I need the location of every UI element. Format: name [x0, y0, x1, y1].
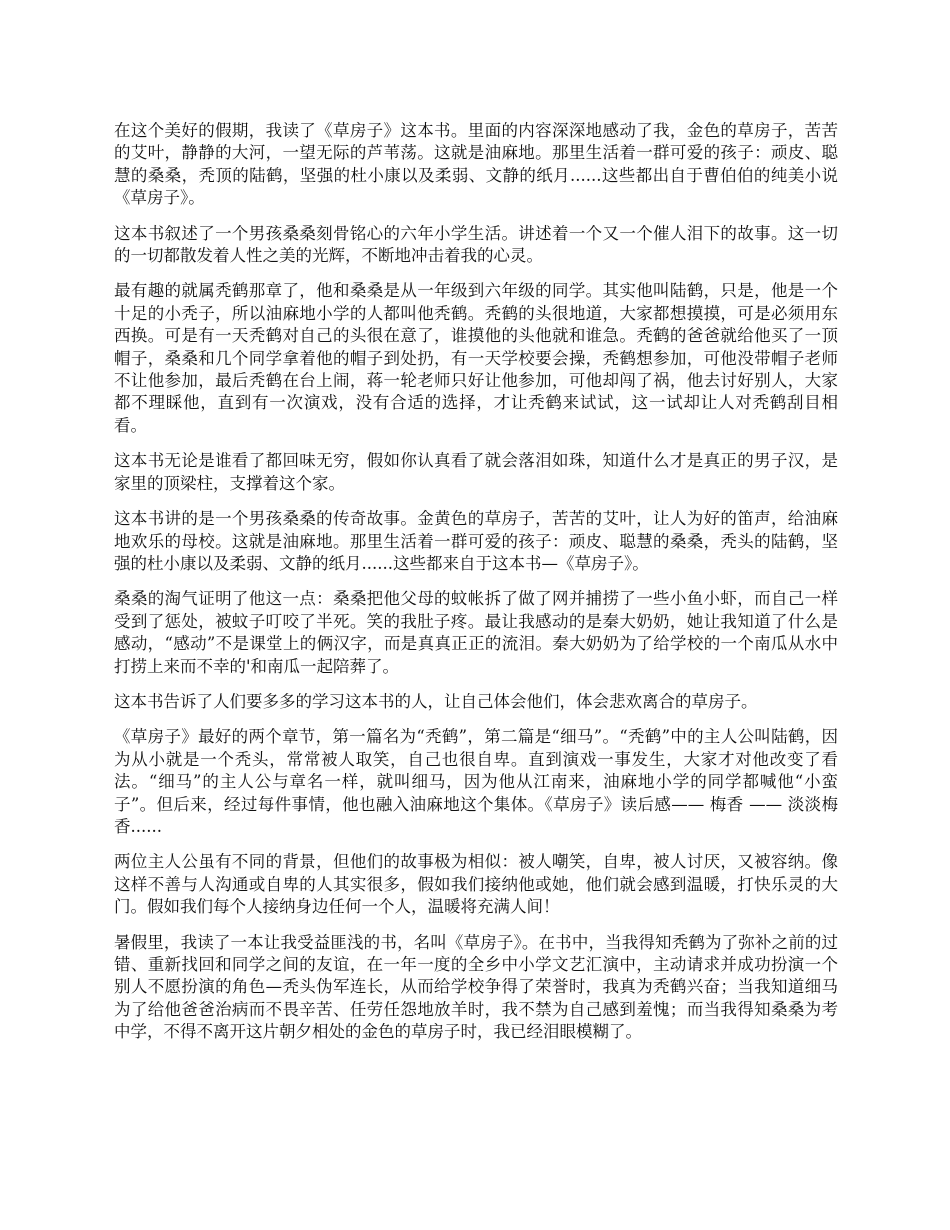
paragraph-1: 在这个美好的假期，我读了《草房子》这本书。里面的内容深深地感动了我，金色的草房子，苦苦的艾叶，静静的大河，一望无际的芦苇荡。这就是油麻地。那里生活着一群可爱的孩子：顽皮、聪慧的桑桑，秃顶的陆鹤，坚强的杜小康以及柔弱、文静的纸月......这些都出自于曹伯伯的纯美小说《草房子》。 — [114, 121, 838, 208]
paragraph-9: 两位主人公虽有不同的背景，但他们的故事极为相似：被人嘲笑，自卑，被人讨厌，又被容纳。像这样不善与人沟通或自卑的人其实很多，假如我们接纳他或她，他们就会感到温暖，打快乐灵的大门。假如我们每个人接纳身边任何一个人，温暖将充满人间！ — [114, 852, 838, 917]
paragraph-2: 这本书叙述了一个男孩桑桑刻骨铭心的六年小学生活。讲述着一个又一个催人泪下的故事。这一切的一切都散发着人性之美的光辉，不断地冲击着我的心灵。 — [114, 223, 838, 266]
document-body — [114, 120, 838, 1057]
paragraph-10: 暑假里，我读了一本让我受益匪浅的书，名叫《草房子》。在书中，当我得知秃鹤为了弥补之前的过错、重新找回和同学之间的友谊，在一年一度的全乡中小学文艺汇演中，主动请求并成功扮演一个别人不愿扮演的角色—秃头伪军连长，从而给学校争得了荣誉时，我真为秃鹤兴奋；当我知道细马为了给他爸爸治病而不畏辛苦、任劳任怨地放羊时，我不禁为自己感到羞愧；而当我得知桑桑为考中学，不得不离开这片朝夕相处的金色的草房子时，我已经泪眼模糊了。 — [114, 932, 838, 1042]
paragraph-8: 《草房子》最好的两个章节，第一篇名为“秃鹤”，第二篇是“细马”。“秃鹤”中的主人公叫陆鹤，因为从小就是一个秃头，常常被人取笑，自己也很自卑。直到演戏一事发生，大家才对他改变了看法。“细马”的主人公与章名一样，就叫细马，因为他从江南来，油麻地小学的同学都喊他“小蛮子”。但后来，经过每件事情，他也融入油麻地这个集体。《草房子》读后感—— 梅香 —— 淡淡梅香...... — [114, 727, 838, 836]
paragraph-6: 桑桑的淘气证明了他这一点：桑桑把他父母的蚊帐拆了做了网并捕捞了一些小鱼小虾，而自己一样受到了惩处，被蚊子叮咬了半死。笑的我肚子疼。最让我感动的是秦大奶奶，她让我知道了什么是感动，“感动”不是课堂上的俩汉字，而是真真正正的流泪。秦大奶奶为了给学校的一个南瓜从水中打捞上来而不幸的'和南瓜一起陪葬了。 — [114, 589, 838, 676]
paragraph-3: 最有趣的就属秃鹤那章了，他和桑桑是从一年级到六年级的同学。其实他叫陆鹤，只是，他是一个十足的小秃子，所以油麻地小学的人都叫他秃鹤。秃鹤的头很地道，大家都想摸摸，可是必须用东西换。可是有一天秃鹤对自己的头很在意了，谁摸他的头他就和谁急。秃鹤的爸爸就给他买了一顶帽子，桑桑和几个同学拿着他的帽子到处扔，有一天学校要会操，秃鹤想参加，可他没带帽子老师不让他参加，最后秃鹤在台上闹，蒋一轮老师只好让他参加，可他却闯了祸，他去讨好别人，大家都不理睬他，直到有一次演戏，没有合适的选择，才让秃鹤来试试，这一试却让人对秃鹤刮目相看。 — [114, 281, 838, 435]
paragraph-4: 这本书无论是谁看了都回味无穷，假如你认真看了就会落泪如珠，知道什么才是真正的男子汉，是家里的顶梁柱，支撑着这个家。 — [114, 451, 838, 493]
paragraph-5: 这本书讲的是一个男孩桑桑的传奇故事。金黄色的草房子，苦苦的艾叶，让人为好的笛声，给油麻地欢乐的母校。这就是油麻地。那里生活着一群可爱的孩子：顽皮、聪慧的桑桑，秃头的陆鹤，坚强的杜小康以及柔弱、文静的纸月......这些都来自于这本书—《草房子》。 — [114, 509, 838, 573]
paragraph-7: 这本书告诉了人们要多多的学习这本书的人，让自己体会他们，体会悲欢离合的草房子。 — [114, 691, 758, 711]
